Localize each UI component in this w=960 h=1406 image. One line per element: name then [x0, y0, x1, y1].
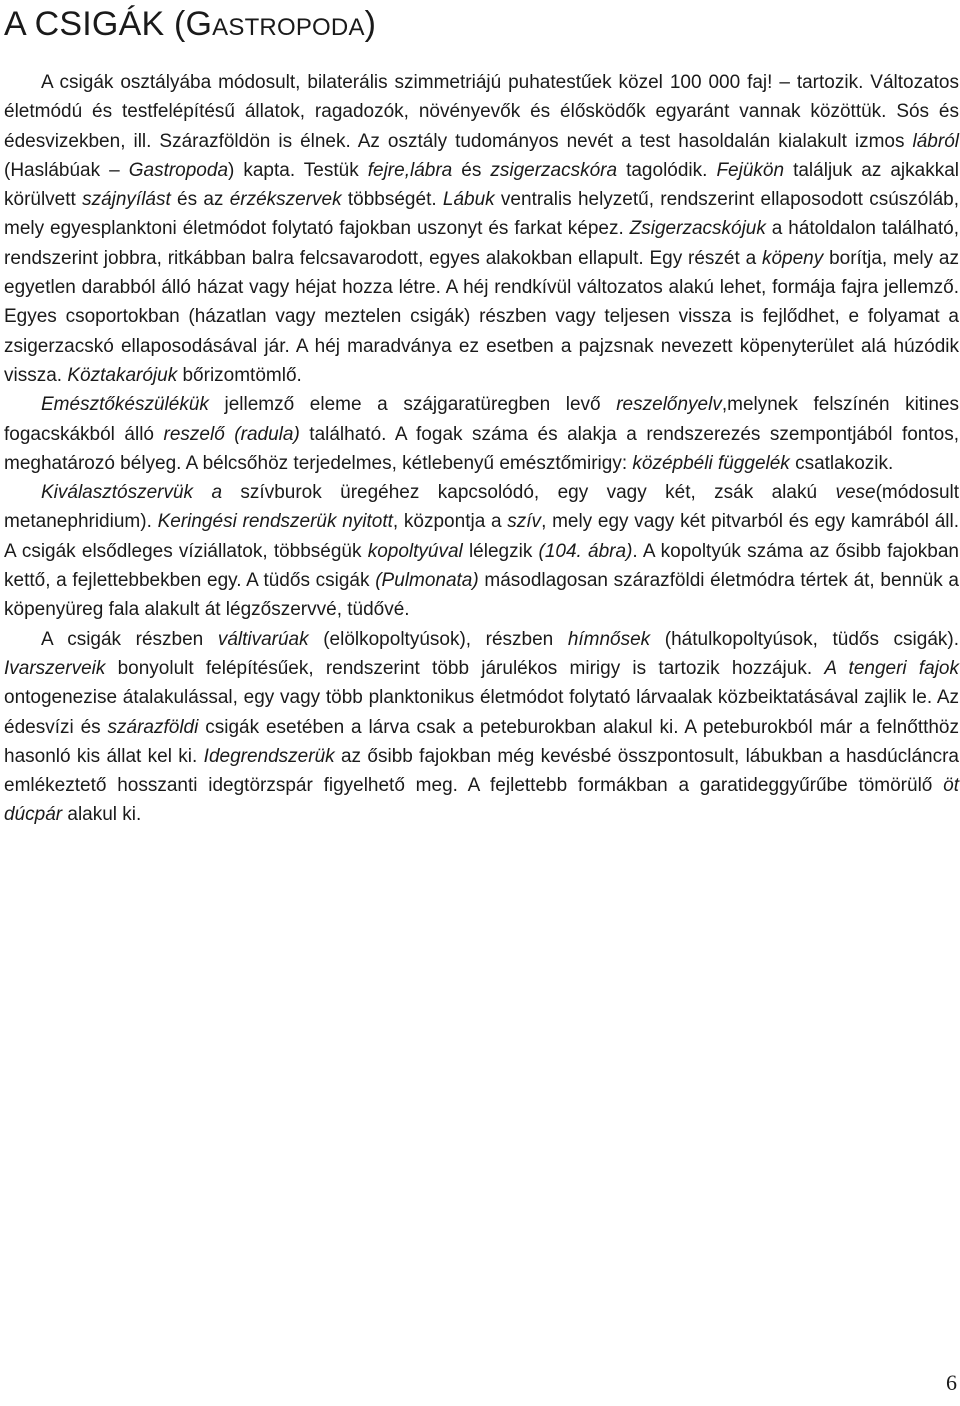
paragraph [4, 68, 959, 390]
title-main: A CSIGÁK (G [4, 5, 213, 43]
italic-term: lábról [912, 130, 959, 152]
italic-term: kopoltyúval [367, 540, 463, 562]
text-run: másodlagosan szárazföldi életmódra tértek át, bennük a köpenyüreg fala alakult át légzőszervvé, tüdővé. [4, 570, 959, 621]
text-run: a hátoldalon található, rendszerint jobbra, ritkábban balra felcsavarodott, egyes alakokban ellapult. Egy részét a [4, 218, 959, 269]
italic-term: Emésztőkészülékük [41, 394, 209, 416]
italic-term: váltivarúak [217, 628, 309, 650]
italic-term: Kiválasztószervük a [41, 482, 223, 504]
italic-term: Fejükön [716, 159, 785, 181]
text-run: ventralis helyzetű, rendszerint ellaposodott csúszóláb, mely egyesplanktoni életmódot folytató fajokban uszonyt és farkat képez. [4, 189, 959, 240]
text-run: bőrizomtömlő. [177, 364, 302, 386]
paragraph [4, 625, 959, 830]
text-run: A csigák osztályába módosult, bilaterális szimmetriájú puhatestűek közel 100 000 faj! – tartozik. Változatos életmódú és testfelépítésű állatok, ragadozók, növényevők és élősködők egyaránt vannak közöttük. Sós és édesvizekben, ill. Szárazföldön is élnek. Az osztály tudományos nevét a test hasoldalán kialakult izmos [4, 72, 959, 152]
text-run: szívburok üregéhez kapcsolódó, egy vagy két, zsák alakú [222, 482, 836, 504]
italic-term: zsigerzacskóra [490, 159, 618, 181]
paragraph [4, 390, 959, 478]
text-run: az ősibb fajokban még kevésbé összpontosult, lábukban a hasdúcláncra emlékeztető hosszanti idegtörzspár figyelhető meg. A fejlettebb formákban a garatideggyűrűbe tömörülő [4, 745, 959, 797]
italic-term: Idegrendszerük [203, 745, 335, 767]
text-run: (hátulkopoltyúsok, tüdős csigák). [650, 628, 959, 650]
text-run: és [452, 159, 491, 181]
text-run: (módosult metanephridium). [4, 482, 960, 533]
italic-term: Gastropoda [128, 159, 229, 181]
text-run: , mely egy vagy két pitvarból és egy kamrából áll. A csigák elsődleges víziállatok, többségük [4, 511, 960, 562]
text-run: lélegzik [462, 540, 539, 562]
text-run: ) kapta. Testük [228, 159, 368, 181]
text-run: többségét. [341, 189, 443, 211]
italic-term: szív [507, 511, 542, 533]
italic-term: vese [835, 482, 876, 504]
italic-term: érzékszervek [229, 189, 342, 211]
italic-term: Lábuk [442, 189, 495, 211]
body-text [4, 68, 959, 830]
italic-term: Köztakarójuk [67, 364, 178, 386]
title-close: ) [364, 5, 377, 43]
document-page [4, 0, 959, 1406]
page-title [4, 4, 376, 48]
text-run: csatlakozik. [789, 452, 894, 474]
italic-term: szájnyílást [82, 189, 171, 211]
italic-term: középbéli függelék [632, 452, 790, 474]
italic-term: A tengeri fajok [824, 657, 959, 679]
text-run: borítja, mely az egyetlen darabból álló házat vagy héjat hozza létre. A héj rendkívül változatos alakú lehet, formája fajra jellemző. Egyes csoportokban (házatlan vagy meztelen csigák) részben vagy teljesen vissza is fejlődhet, e folyamat a zsigerzacskó ellaposodásával jár. A héj maradványa ez esetben a pajzsnak nevezett köpenyterület alá húzódik vissza. [4, 247, 960, 386]
italic-term: reszelőnyelv [616, 394, 722, 416]
italic-term: Zsigerzacskójuk [629, 218, 766, 240]
text-run: , központja a [392, 511, 508, 533]
italic-term: (104. ábra) [538, 540, 633, 562]
italic-term: hímnősek [567, 628, 651, 650]
italic-term: Keringési rendszerük nyitott [157, 511, 393, 533]
text-run: . A kopoltyúk száma az ősibb fajokban kettő, a fejlettebbekben egy. A tüdős csigák [4, 540, 959, 592]
paragraph [4, 478, 959, 624]
text-run: ,melynek felszínén kitines fogacskákból álló [4, 394, 959, 445]
italic-term: szárazföldi [107, 716, 199, 738]
text-run: találjuk az ajkakkal körülvett [4, 159, 959, 211]
text-run: található. A fogak száma és alakja a rendszerezés szempontjából fontos, meghatározó bélyeg. A bélcsőhöz terjedelmes, kétlebenyű emésztőmirigy: [4, 423, 960, 474]
page-number: 6 [946, 1370, 957, 1395]
italic-term: (Pulmonata) [375, 570, 479, 592]
italic-term: köpeny [761, 247, 824, 269]
text-run: jellemző eleme a szájgaratüregben levő [208, 394, 617, 416]
italic-term: öt dúcpár [4, 775, 959, 826]
text-run: bonyolult felépítésűek, rendszerint több járulékos mirigy is tartozik hozzájuk. [105, 657, 825, 679]
italic-term: reszelő (radula) [163, 423, 300, 445]
text-run: tagolódik. [617, 159, 717, 181]
text-run: (elölkopoltyúsok), részben [308, 628, 568, 650]
text-run: csigák esetében a lárva csak a peteburokban alakul ki. A peteburokból már a felnőtthöz hasonló kis állat kel ki. [4, 716, 960, 767]
text-run: ontogenezise átalakulással, egy vagy több planktonikus életmódot folytató lárvaalak közbeiktatásával zajlik le. Az édesvízi és [4, 687, 959, 738]
text-run: alakul ki. [62, 804, 142, 826]
italic-term: Ivarszerveik [4, 657, 106, 679]
italic-term: fejre,lábra [367, 159, 453, 181]
text-run: (Haslábúak – [4, 159, 129, 181]
text-run: és az [170, 189, 230, 211]
text-run: A csigák részben [41, 628, 218, 650]
title-smallcaps: ASTROPODA [212, 14, 365, 41]
